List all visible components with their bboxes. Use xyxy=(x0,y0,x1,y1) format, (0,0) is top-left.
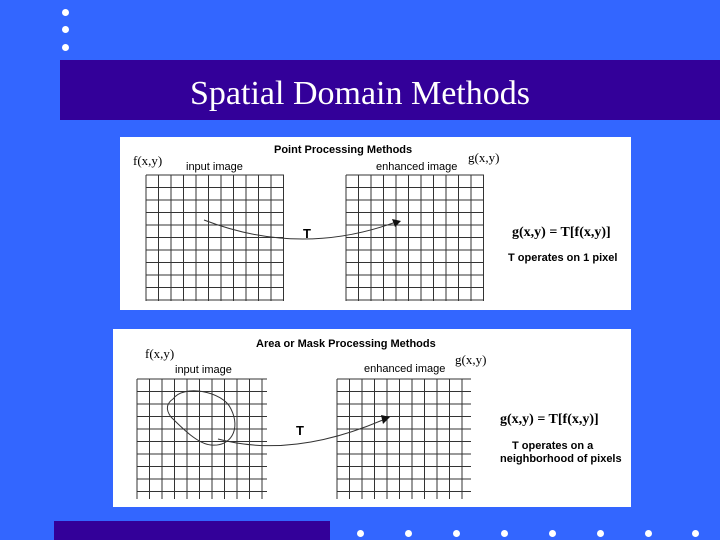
bullet-dot xyxy=(62,26,69,33)
transform-arrow xyxy=(204,220,396,239)
equation: g(x,y) = T[f(x,y)] xyxy=(512,225,611,240)
point-processing-panel xyxy=(120,137,631,310)
footer-dot xyxy=(453,530,460,537)
footer-dot xyxy=(692,530,699,537)
mask-processing-panel xyxy=(113,329,631,507)
enhanced-image-label: enhanced image xyxy=(376,161,458,173)
footer-bar xyxy=(54,521,330,540)
panel-heading: Point Processing Methods xyxy=(274,144,413,156)
slide-title: Spatial Domain Methods xyxy=(190,75,530,112)
footer-dot xyxy=(501,530,508,537)
point-processing-diagram xyxy=(120,137,631,310)
input-function-label: f(x,y) xyxy=(145,346,175,361)
title-bar xyxy=(60,60,720,120)
panel-heading: Area or Mask Processing Methods xyxy=(256,338,436,350)
input-image-grid xyxy=(146,175,284,301)
output-function-label: g(x,y) xyxy=(455,352,487,367)
transform-label: T xyxy=(296,423,304,438)
output-function-label: g(x,y) xyxy=(468,150,500,165)
equation: g(x,y) = T[f(x,y)] xyxy=(500,412,599,427)
footer-dot xyxy=(357,530,364,537)
enhanced-image-label: enhanced image xyxy=(364,363,446,375)
bullet-dot xyxy=(62,9,69,16)
transform-label: T xyxy=(303,226,311,241)
bullet-dot xyxy=(62,44,69,51)
mask-processing-diagram xyxy=(113,329,631,507)
input-function-label: f(x,y) xyxy=(133,153,163,168)
footer-dot xyxy=(549,530,556,537)
operation-note: T operates on a xyxy=(512,440,594,452)
input-image-grid xyxy=(137,379,267,499)
input-image-label: input image xyxy=(175,364,232,376)
footer-dot xyxy=(645,530,652,537)
operation-note: T operates on 1 pixel xyxy=(508,252,618,264)
enhanced-image-grid xyxy=(337,379,471,499)
footer-dot xyxy=(405,530,412,537)
footer-dot xyxy=(597,530,604,537)
operation-note: neighborhood of pixels xyxy=(500,453,622,465)
input-image-label: input image xyxy=(186,161,243,173)
enhanced-image-grid xyxy=(346,175,484,301)
